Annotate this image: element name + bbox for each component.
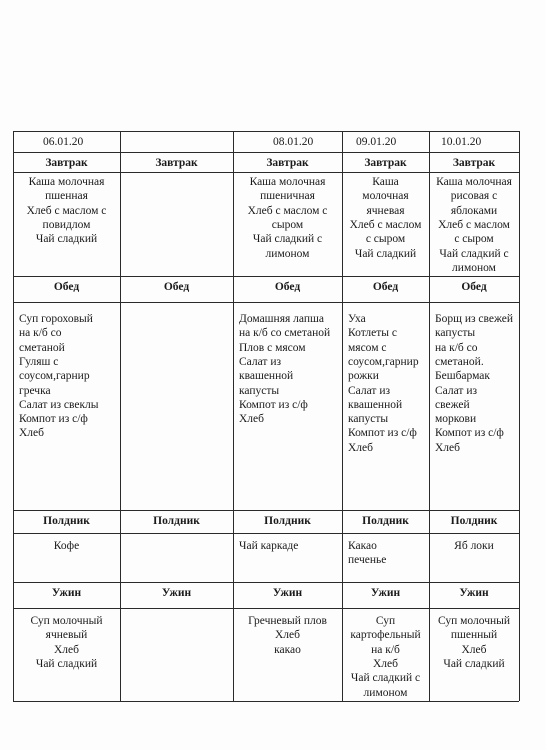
row-line [13,172,519,173]
meal-header: Обед [53,281,80,293]
dish-line: Плов с мясом [239,341,306,354]
dish-line: Хлеб [239,413,264,426]
meal-header: Обед [461,281,487,293]
meal-header: Полдник [43,515,90,527]
dish-line: рожки [348,370,379,383]
dish-line: Чай каркаде [239,540,299,552]
dish-line: с сыром [454,233,494,246]
dish-line: гречка [19,384,51,397]
row-line [13,152,519,153]
dish-line: Хлеб с маслом [349,218,422,231]
dish-line: яблоками [450,204,498,217]
dish-line: моркови [435,413,477,426]
meal-header: Обед [274,281,301,293]
dish-line: лимоном [265,247,310,260]
dish-line: Каша [372,176,399,188]
dish-line: на к/б [371,643,400,656]
dish-line: Компот из с/ф [239,398,308,411]
dish-line: Суп гороховый [19,313,93,325]
row-line [13,276,519,277]
dish-line: Каша молочная [249,176,326,188]
dish-line: квашенной [239,370,294,383]
dish-line: Чай сладкий с [252,233,323,246]
dish-line: Каша молочная [28,176,105,188]
meal-header: Ужин [272,587,303,599]
dish-line: Салат из [239,355,282,368]
dish-line: молочная [362,190,409,203]
dish-line: капусты [239,384,280,397]
meal-header: Ужин [370,587,401,599]
dish-line: Компот из с/ф [19,413,88,426]
row-line [13,131,519,132]
meal-header: Завтрак [452,157,496,169]
dish-line: мясом с [348,341,387,354]
dish-line: с сыром [365,233,406,246]
dish-line: Хлеб [19,427,44,440]
meal-header: Завтрак [364,157,407,169]
dish-line: печенье [348,554,387,567]
row-line [13,582,519,583]
dish-line: Чай сладкий [35,657,98,670]
meal-header: Обед [163,281,190,293]
dish-line: Суп молочный [437,615,511,627]
meal-header: Полдник [264,515,311,527]
dish-line: соусом,гарнир [348,355,419,368]
dish-line: ячневая [366,204,405,217]
column-line [120,131,121,701]
dish-line: Хлеб [461,643,487,656]
meal-header: Завтрак [155,157,198,169]
dish-line: Хлеб с маслом [438,218,510,231]
dish-line: Чай сладкий [35,233,98,246]
dish-line: Хлеб с маслом с [247,204,328,217]
meal-header: Ужин [459,587,489,599]
dish-line: Чай сладкий с [439,247,509,260]
meal-header: Ужин [51,587,82,599]
dish-line: Какао [348,540,377,552]
dish-line: квашенной [348,398,403,411]
meal-header: Ужин [161,587,192,599]
dish-line: Хлеб [435,441,460,454]
dish-line: свежей [435,398,470,411]
dish-line: Суп [375,615,396,627]
meal-header: Завтрак [45,157,88,169]
meal-header: Обед [372,281,399,293]
dish-line: Каша молочная [436,176,512,188]
dish-line: соусом,гарнир [19,370,90,383]
dish-line: Компот из с/ф [348,427,417,440]
dish-line: Яб локи [454,540,494,552]
dish-line: Салат из [348,384,391,397]
dish-line: Котлеты с [348,327,398,340]
row-line [13,510,519,511]
dish-line: картофельный [350,629,421,642]
meal-header: Полдник [362,515,409,527]
dish-line: лимоном [363,686,408,699]
dish-line: Салат из [435,384,478,397]
dish-line: Кофе [53,540,80,552]
dish-line: сыром [271,218,304,231]
dish-line: пшенная [45,190,88,203]
dish-line: пшеничная [260,190,315,203]
dish-line: Чай сладкий [354,247,417,260]
dish-line: Хлеб [373,657,398,670]
row-line [13,533,519,534]
dish-line: какао [274,643,301,656]
dish-line: ячневый [45,629,88,642]
dish-line: сметаной [19,341,65,354]
dish-line: пшенный [450,629,498,642]
dish-line: Хлеб [275,629,300,642]
dish-line: Компот из с/ф [435,427,504,440]
dish-line: Борщ из свежей [435,313,514,325]
meal-header: Полдник [450,515,498,527]
dish-line: Чай сладкий с [350,672,421,685]
dish-line: Хлеб [54,643,79,656]
dish-line: Гречневый плов [248,615,327,627]
dish-line: Домашняя лапша [239,313,324,325]
meal-header: Полдник [153,515,200,527]
dish-line: сметаной. [435,355,484,368]
row-line [13,302,519,303]
dish-line: Хлеб с маслом с [26,204,107,217]
dish-line: Уха [348,313,366,325]
row-line [13,701,519,702]
date-cell: 10.01.20 [441,136,482,148]
dish-line: Гуляш с [19,355,59,368]
dish-line: Суп молочный [30,615,103,627]
dish-line: повидлом [42,218,91,231]
column-line [519,131,520,701]
dish-line: лимоном [452,261,496,274]
dish-line: Чай сладкий [443,657,505,670]
dish-line: на к/б со [435,341,478,354]
dish-line: капусты [435,327,476,340]
dish-line: Салат из свеклы [19,398,99,411]
row-line [13,608,519,609]
dish-line: на к/б со [19,327,62,340]
dish-line: Хлеб [348,441,373,454]
dish-line: рисовая с [450,190,498,203]
meal-header: Завтрак [266,157,309,169]
date-cell: 09.01.20 [356,136,397,148]
dish-line: на к/б со сметаной [239,327,331,340]
date-cell: 06.01.20 [43,136,84,148]
dish-line: капусты [348,413,389,426]
dish-line: Бешбармак [435,370,490,383]
date-cell: 08.01.20 [273,136,314,148]
